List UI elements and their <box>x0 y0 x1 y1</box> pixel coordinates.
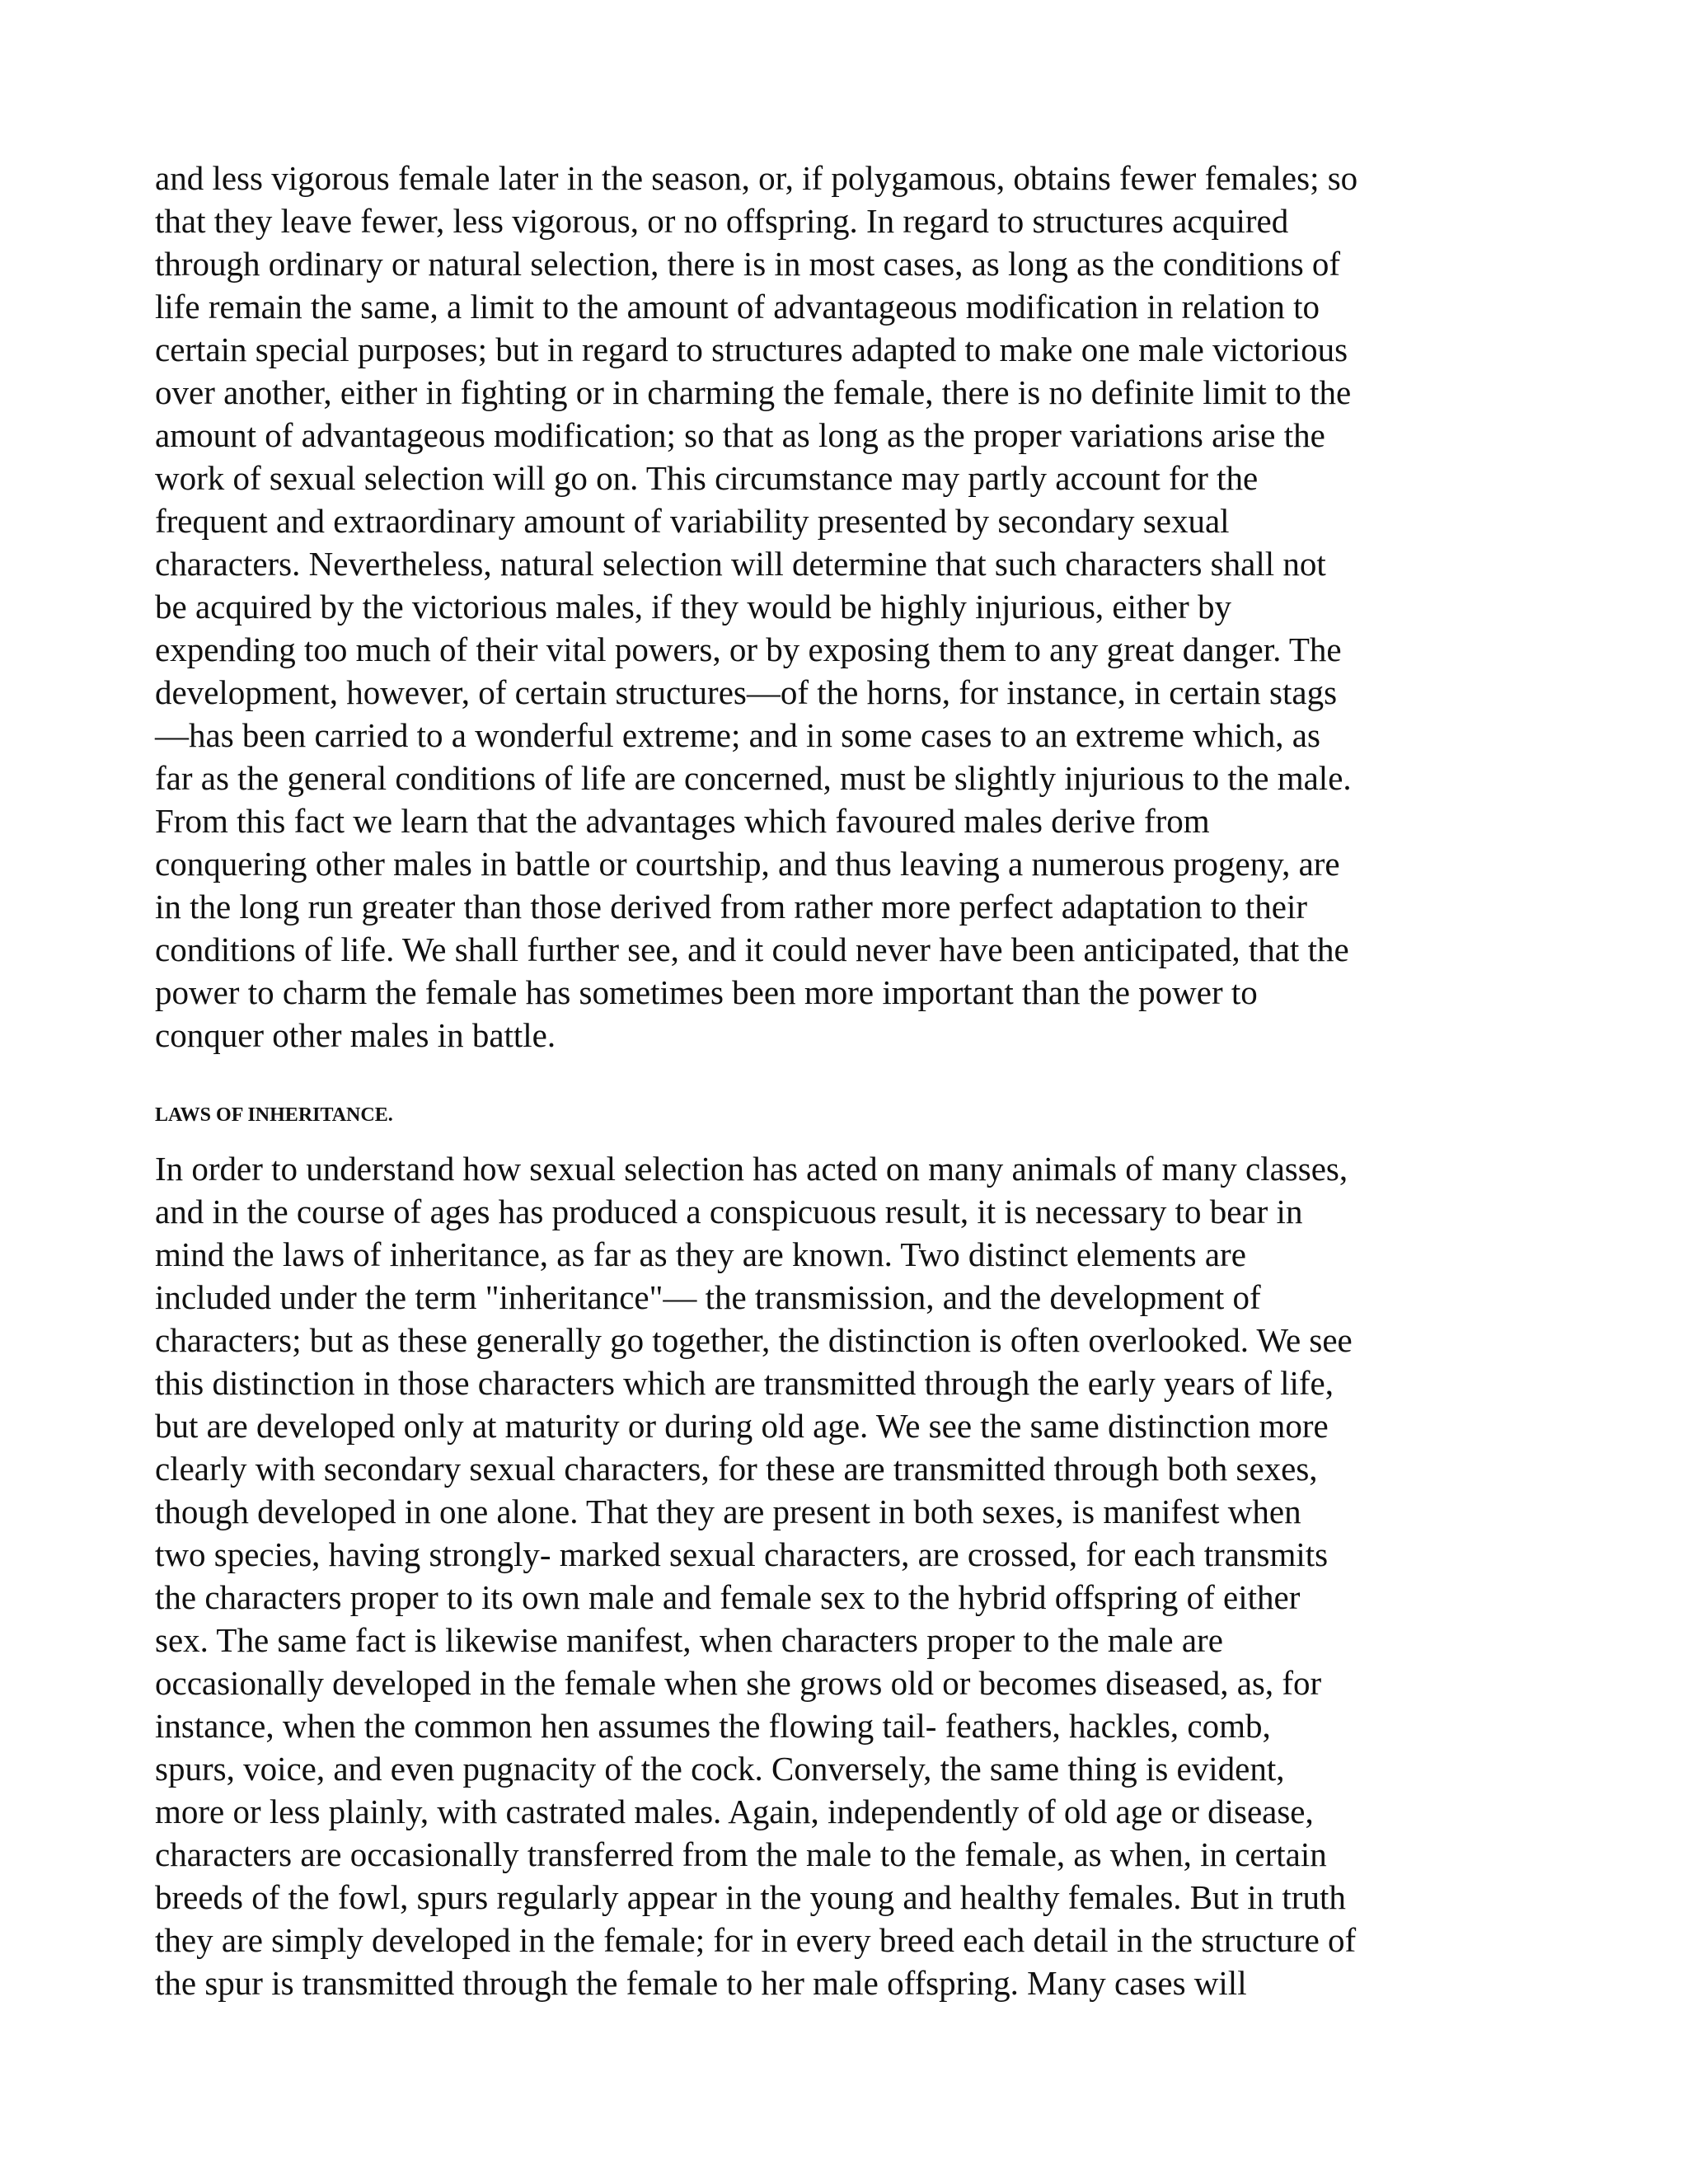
text-line: included under the term "inheritance"— the transmission, and the development of <box>155 1278 1261 1316</box>
text-line: and less vigorous female later in the season, or, if polygamous, obtains fewer females; so <box>155 159 1358 197</box>
text-line: through ordinary or natural selection, there is in most cases, as long as the conditions of <box>155 245 1341 283</box>
text-line: work of sexual selection will go on. This circumstance may partly account for the <box>155 459 1259 497</box>
text-line: power to charm the female has sometimes been more important than the power to <box>155 973 1258 1011</box>
text-line: instance, when the common hen assumes the flowing tail- feathers, hackles, comb, <box>155 1707 1271 1745</box>
text-line: more or less plainly, with castrated males. Again, independently of old age or disease, <box>155 1793 1314 1830</box>
section-heading-laws-of-inheritance: LAWS OF INHERITANCE. <box>155 1104 393 1126</box>
text-line: characters. Nevertheless, natural selection will determine that such characters shall not <box>155 545 1326 583</box>
text-line: —has been carried to a wonderful extreme; and in some cases to an extreme which, as <box>155 716 1320 754</box>
text-line: over another, either in fighting or in charming the female, there is no definite limit to the <box>155 373 1352 411</box>
text-line: be acquired by the victorious males, if they would be highly injurious, either by <box>155 588 1232 626</box>
paragraph-sexual-selection-limits <box>155 157 1540 1057</box>
text-line: characters are occasionally transferred from the male to the female, as when, in certain <box>155 1835 1327 1873</box>
text-line: the spur is transmitted through the female to her male offspring. Many cases will <box>155 1964 1247 2002</box>
text-line: though developed in one alone. That they are present in both sexes, is manifest when <box>155 1493 1301 1530</box>
text-line: and in the course of ages has produced a conspicuous result, it is necessary to bear in <box>155 1193 1303 1230</box>
text-line: life remain the same, a limit to the amount of advantageous modification in relation to <box>155 288 1320 326</box>
text-line: this distinction in those characters which are transmitted through the early years of life, <box>155 1364 1334 1402</box>
text-line: they are simply developed in the female; for in every breed each detail in the structure of <box>155 1921 1357 1959</box>
text-line: that they leave fewer, less vigorous, or no offspring. In regard to structures acquired <box>155 202 1289 240</box>
text-line: mind the laws of inheritance, as far as they are known. Two distinct elements are <box>155 1235 1246 1273</box>
text-line: characters; but as these generally go together, the distinction is often overlooked. We see <box>155 1321 1353 1359</box>
text-line: From this fact we learn that the advantages which favoured males derive from <box>155 802 1210 840</box>
text-line: conquering other males in battle or courtship, and thus leaving a numerous progeny, are <box>155 845 1340 883</box>
text-line: conditions of life. We shall further see, and it could never have been anticipated, that the <box>155 930 1349 968</box>
text-line: spurs, voice, and even pugnacity of the cock. Conversely, the same thing is evident, <box>155 1750 1285 1788</box>
text-line: clearly with secondary sexual characters, for these are transmitted through both sexes, <box>155 1450 1318 1488</box>
text-line: two species, having strongly- marked sexual characters, are crossed, for each transmits <box>155 1535 1329 1573</box>
text-line: occasionally developed in the female when she grows old or becomes diseased, as, for <box>155 1664 1322 1702</box>
text-line: expending too much of their vital powers, or by exposing them to any great danger. The <box>155 630 1342 668</box>
text-line: development, however, of certain structures—of the horns, for instance, in certain stags <box>155 673 1338 711</box>
text-line: far as the general conditions of life are concerned, must be slightly injurious to the male. <box>155 759 1352 797</box>
text-line: the characters proper to its own male and female sex to the hybrid offspring of either <box>155 1578 1301 1616</box>
text-line: In order to understand how sexual selection has acted on many animals of many classes, <box>155 1150 1348 1188</box>
text-line: certain special purposes; but in regard to structures adapted to make one male victorious <box>155 330 1348 368</box>
paragraph-laws-of-inheritance <box>155 1147 1540 2004</box>
text-line: frequent and extraordinary amount of variability presented by secondary sexual <box>155 502 1230 540</box>
text-line: amount of advantageous modification; so that as long as the proper variations arise the <box>155 416 1325 454</box>
text-line: sex. The same fact is likewise manifest, when characters proper to the male are <box>155 1621 1223 1659</box>
text-line: but are developed only at maturity or during old age. We see the same distinction more <box>155 1407 1329 1445</box>
text-line: conquer other males in battle. <box>155 1016 556 1054</box>
text-line: breeds of the fowl, spurs regularly appear in the young and healthy females. But in truth <box>155 1878 1346 1916</box>
text-line: in the long run greater than those derived from rather more perfect adaptation to their <box>155 888 1308 926</box>
